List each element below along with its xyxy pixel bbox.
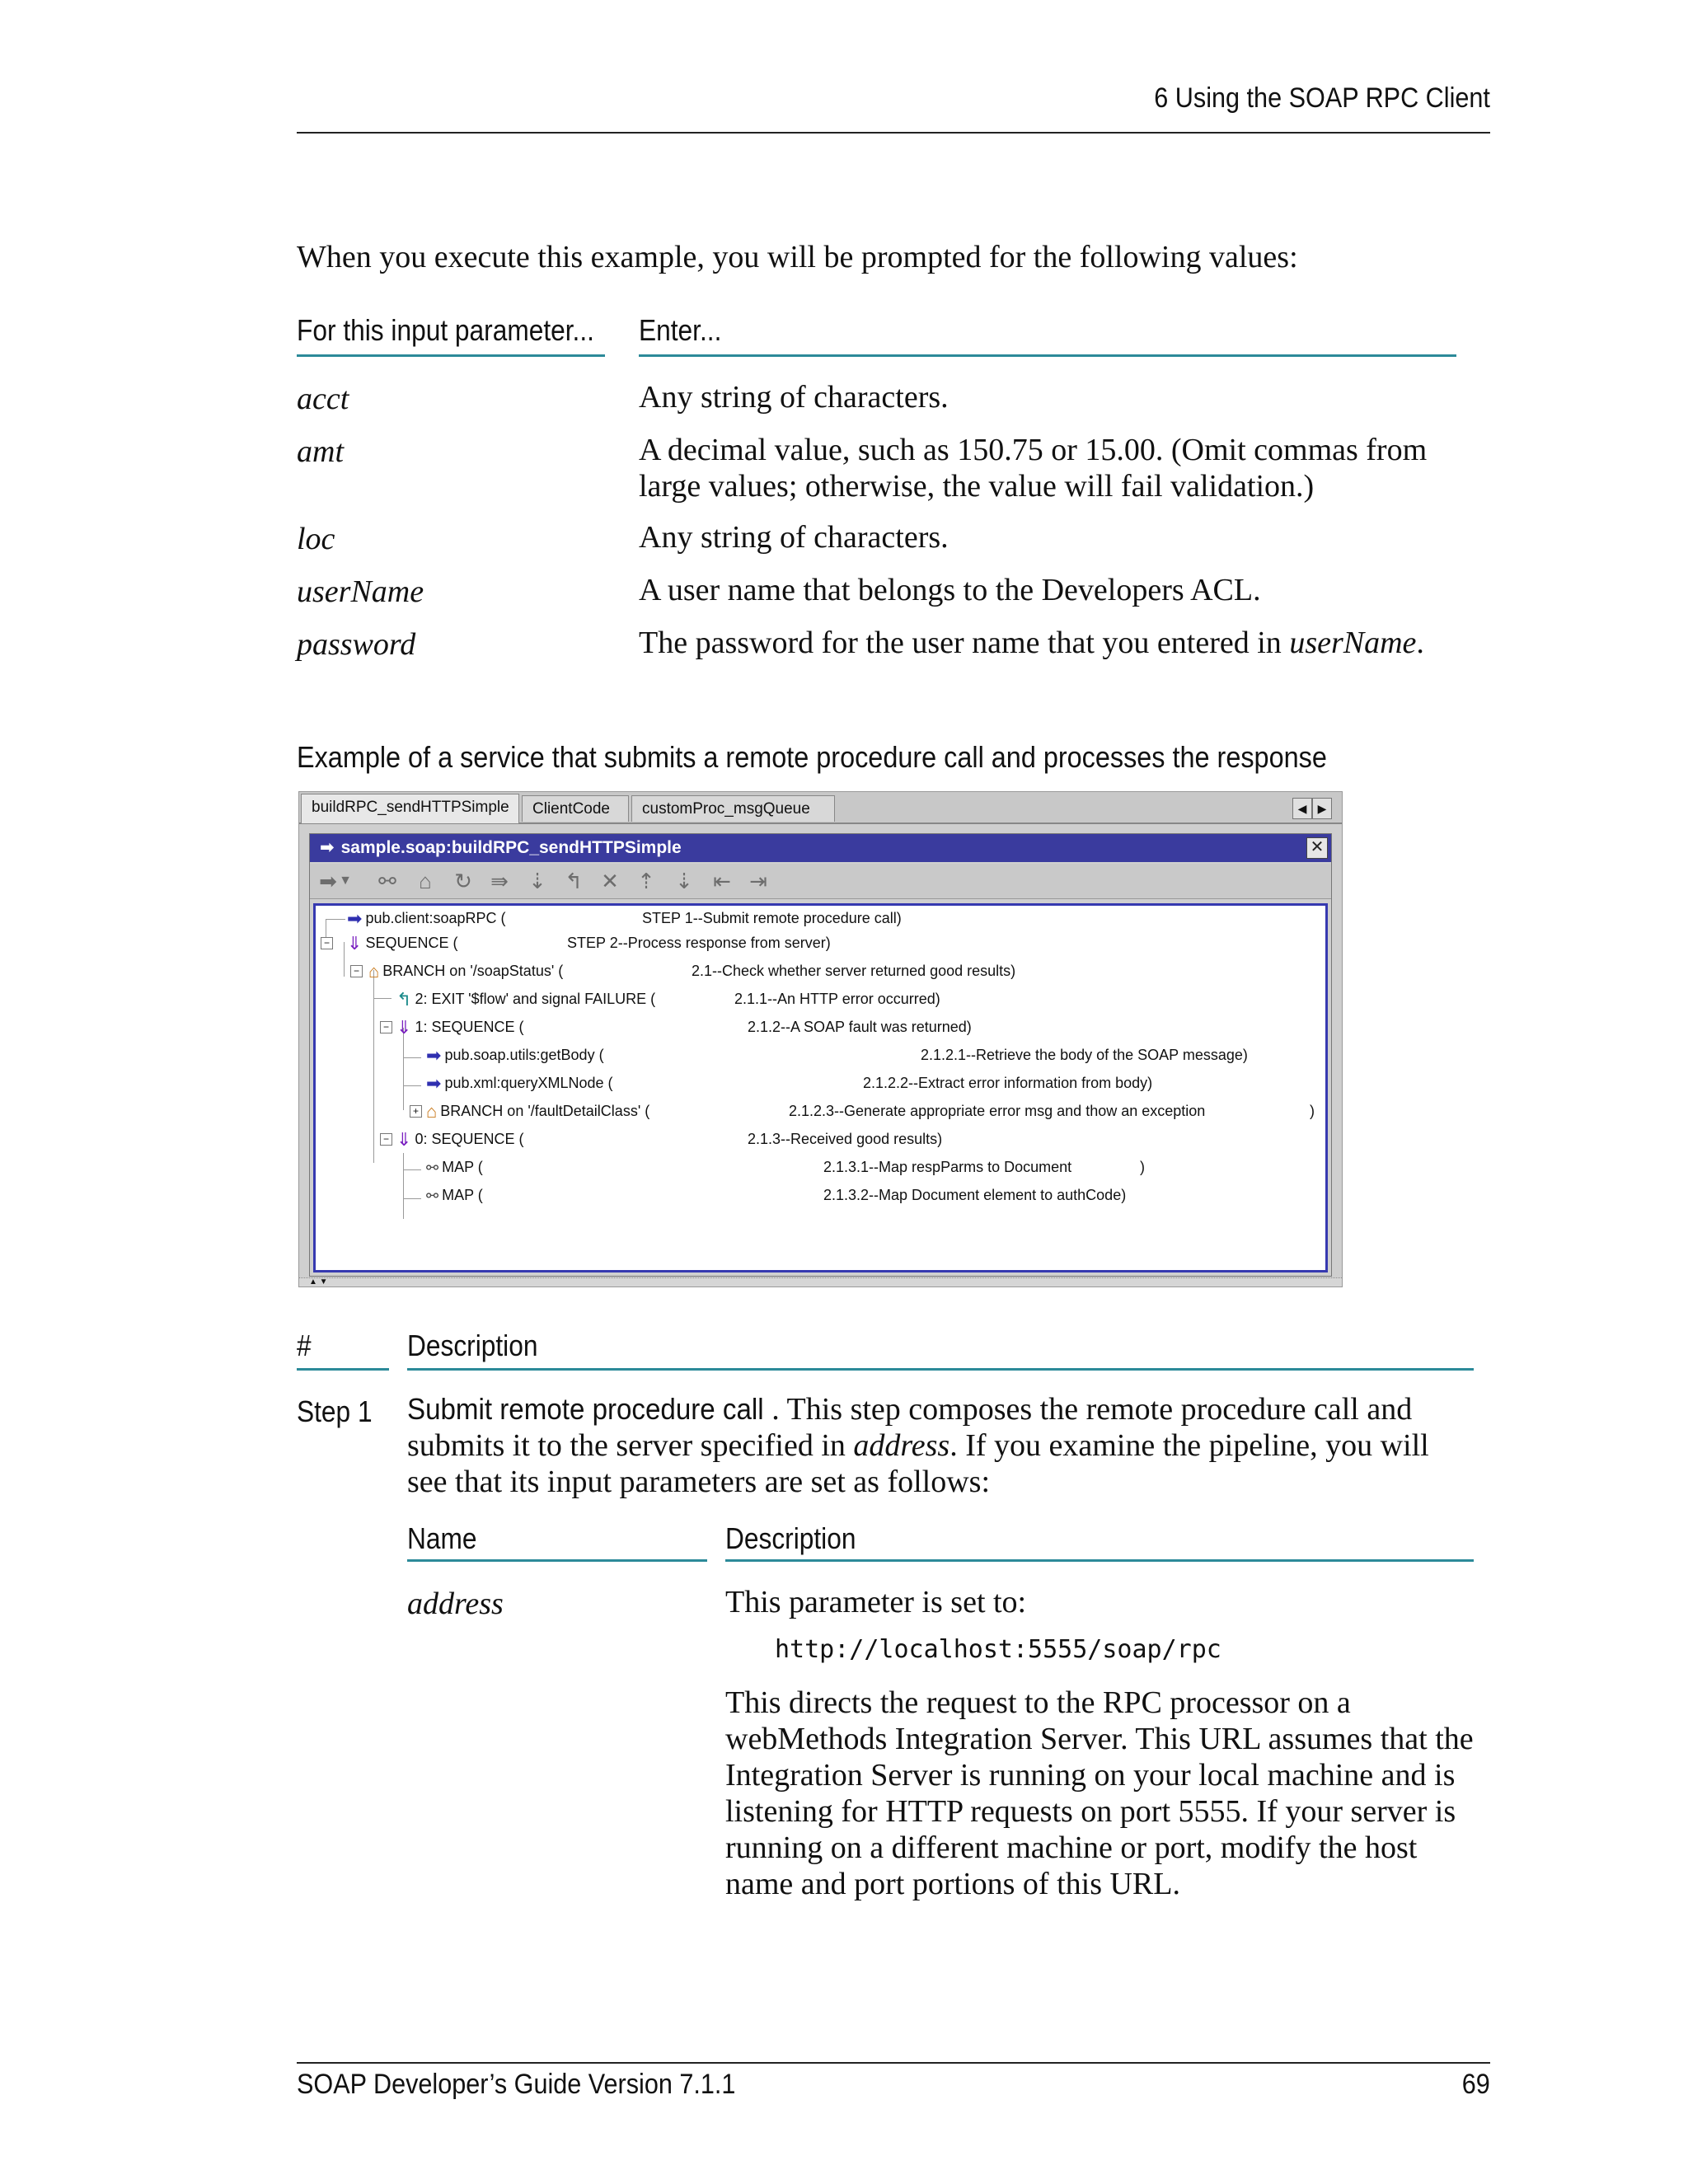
param-name-password: password [297, 627, 416, 662]
footer-rule [297, 2062, 1490, 2064]
map-step-icon: ⚯ [426, 1188, 439, 1205]
tab-scroll-left-icon[interactable]: ◀ [1292, 798, 1312, 819]
loop-icon[interactable]: ↻ [454, 869, 472, 893]
tab-clientcode[interactable]: ClientCode [522, 795, 629, 822]
description-col-underline [407, 1368, 1474, 1371]
tree-note-2-1-3-2: 2.1.3.2--Map Document element to authCode) [823, 1187, 1127, 1203]
close-icon[interactable]: ✕ [1306, 837, 1328, 859]
editor-tab-bar [299, 792, 1342, 824]
repeat-icon[interactable]: ⇛ [490, 869, 509, 893]
figure-caption: Example of a service that submits a remote procedure call and processes the response [297, 740, 1327, 774]
tree-note-2-1: 2.1--Check whether server returned good results) [692, 963, 1016, 979]
service-arrow-icon: ➡ [320, 838, 335, 857]
move-up-icon[interactable]: ⇡ [637, 869, 655, 893]
sequence-icon[interactable]: ⇣ [528, 869, 546, 893]
param-desc-loc: Any string of characters. [639, 520, 949, 555]
move-left-icon[interactable]: ⇤ [713, 869, 731, 893]
tree-note-2-1-2: 2.1.2--A SOAP fault was returned) [748, 1019, 972, 1035]
tree-row-getbody[interactable]: ➡ pub.soap.utils:getBody ( [426, 1045, 604, 1066]
param-col-header: For this input parameter... [297, 313, 594, 347]
collapse-icon[interactable]: − [350, 965, 363, 977]
tree-note-step2: STEP 2--Process response from server) [567, 935, 831, 951]
header-rule [297, 132, 1490, 134]
branch-icon[interactable]: ⌂ [419, 869, 432, 893]
enter-col-header: Enter... [639, 313, 722, 347]
sequence-step-icon: ⇓ [396, 1017, 412, 1038]
intro-paragraph: When you execute this example, you will be prompted for the following values: [297, 240, 1298, 274]
hash-col-header: # [297, 1329, 312, 1362]
tab-scroll-right-icon[interactable]: ▶ [1312, 798, 1332, 819]
insert-invoke-icon[interactable]: ➡ [319, 869, 337, 893]
sequence-step-icon: ⇓ [396, 1129, 412, 1151]
tree-note-close-paren: ) [1310, 1103, 1315, 1119]
expand-icon[interactable]: + [410, 1105, 422, 1118]
footer-title: SOAP Developer’s Guide Version 7.1.1 [297, 2069, 736, 2100]
inner-description-col-underline [725, 1559, 1474, 1562]
sequence-step-icon: ⇓ [347, 933, 363, 954]
param-name-acct: acct [297, 382, 349, 416]
divider-arrows-icon[interactable]: ▲ ▼ [309, 1277, 328, 1286]
tree-note-close-paren: ) [1140, 1159, 1145, 1175]
param-name-amt: amt [297, 434, 344, 469]
exit-step-icon: ↰ [396, 989, 412, 1010]
hash-col-underline [297, 1368, 389, 1371]
tree-row-soaprpc[interactable]: ➡ pub.client:soapRPC ( [347, 908, 506, 930]
description-col-header: Description [407, 1329, 538, 1362]
collapse-icon[interactable]: − [380, 1021, 392, 1033]
param-desc-password: The password for the user name that you entered in userName. [639, 626, 1424, 660]
param-name-address: address [407, 1586, 504, 1621]
map-icon[interactable]: ⚯ [378, 869, 396, 893]
tree-row-branch-faultdetail[interactable]: ⌂ BRANCH on '/faultDetailClass' ( [426, 1101, 650, 1122]
invoke-arrow-icon: ➡ [426, 1073, 442, 1094]
address-explanation: This directs the request to the RPC processor on a webMethods Integration Server. This URL assumes that the Integration Server is running on your local machine and is listening for HTTP requests on port 5555. If your server is running on a different machine or port, modify the host name and port portions of this URL. [725, 1685, 1474, 1901]
branch-step-icon: ⌂ [368, 961, 380, 982]
developer-screenshot [298, 791, 1343, 1287]
delete-icon[interactable]: ✕ [601, 869, 619, 893]
flow-title: sample.soap:buildRPC_sendHTTPSimple [340, 838, 682, 857]
running-header: 6 Using the SOAP RPC Client [1154, 82, 1490, 114]
tree-row-map-2[interactable]: ⚯ MAP ( [426, 1184, 483, 1206]
address-url: http://localhost:5555/soap/rpc [775, 1635, 1221, 1664]
address-set-to: This parameter is set to: [725, 1585, 1027, 1619]
inner-description-col-header: Description [725, 1521, 856, 1555]
tree-row-sequence-0[interactable]: ⇓ 0: SEQUENCE ( [396, 1129, 524, 1151]
collapse-icon[interactable]: − [380, 1133, 392, 1146]
enter-col-underline [639, 354, 1456, 357]
tree-row-queryxmlnode[interactable]: ➡ pub.xml:queryXMLNode ( [426, 1073, 613, 1094]
param-col-underline [297, 354, 605, 357]
split-pane-divider[interactable] [299, 1277, 1342, 1286]
move-down-icon[interactable]: ⇣ [675, 869, 693, 893]
tree-row-branch-soapstatus[interactable]: ⌂ BRANCH on '/soapStatus' ( [368, 961, 564, 982]
param-name-username: userName [297, 574, 424, 609]
exit-icon[interactable]: ↰ [565, 869, 583, 893]
tree-note-2-1-2-2: 2.1.2.2--Extract error information from body) [863, 1075, 1153, 1091]
param-desc-acct: Any string of characters. [639, 380, 949, 415]
step1-description: Submit remote procedure call . This step composes the remote procedure call and submits it to the server specified in address. If you examine the pipeline, you will see that its input parameters are set as follows: [407, 1392, 1429, 1499]
tree-note-2-1-2-1: 2.1.2.1--Retrieve the body of the SOAP message) [921, 1047, 1248, 1063]
invoke-arrow-icon: ➡ [347, 908, 363, 930]
collapse-icon[interactable]: − [321, 937, 333, 949]
tree-row-map-1[interactable]: ⚯ MAP ( [426, 1156, 483, 1178]
branch-step-icon: ⌂ [426, 1101, 438, 1122]
insert-dropdown-icon[interactable]: ▼ [339, 874, 352, 888]
tree-note-step1: STEP 1--Submit remote procedure call) [642, 910, 902, 926]
name-col-header: Name [407, 1521, 477, 1555]
tree-row-sequence-1[interactable]: ⇓ 1: SEQUENCE ( [396, 1017, 524, 1038]
step-label: Step 1 [297, 1394, 373, 1428]
invoke-arrow-icon: ➡ [426, 1045, 442, 1066]
tree-note-2-1-3-1: 2.1.3.1--Map respParms to Document [823, 1159, 1072, 1175]
flow-editor-window [309, 833, 1332, 1277]
page-number: 69 [1461, 2069, 1490, 2100]
flow-toolbar [310, 864, 1331, 899]
flow-title-bar [310, 834, 1331, 862]
tree-note-2-1-2-3: 2.1.2.3--Generate appropriate error msg and thow an exception [789, 1103, 1206, 1119]
move-right-icon[interactable]: ⇥ [749, 869, 767, 893]
flow-step-tree [313, 903, 1328, 1272]
param-desc-username: A user name that belongs to the Developers ACL. [639, 573, 1261, 607]
tree-note-2-1-3: 2.1.3--Received good results) [748, 1131, 943, 1147]
param-name-loc: loc [297, 522, 335, 556]
tree-note-2-1-1: 2.1.1--An HTTP error occurred) [734, 991, 940, 1007]
tab-buildrpc[interactable]: buildRPC_sendHTTPSimple [301, 794, 519, 823]
tree-row-exit[interactable]: ↰ 2: EXIT '$flow' and signal FAILURE ( [396, 989, 656, 1010]
param-desc-amt: A decimal value, such as 150.75 or 15.00. (Omit commas from large values; otherwise, the value will fail validation.) [639, 433, 1428, 504]
map-step-icon: ⚯ [426, 1160, 439, 1177]
name-col-underline [407, 1559, 707, 1562]
tree-row-sequence[interactable]: ⇓ SEQUENCE ( [347, 933, 458, 954]
tab-customproc[interactable]: customProc_msgQueue [631, 795, 835, 822]
